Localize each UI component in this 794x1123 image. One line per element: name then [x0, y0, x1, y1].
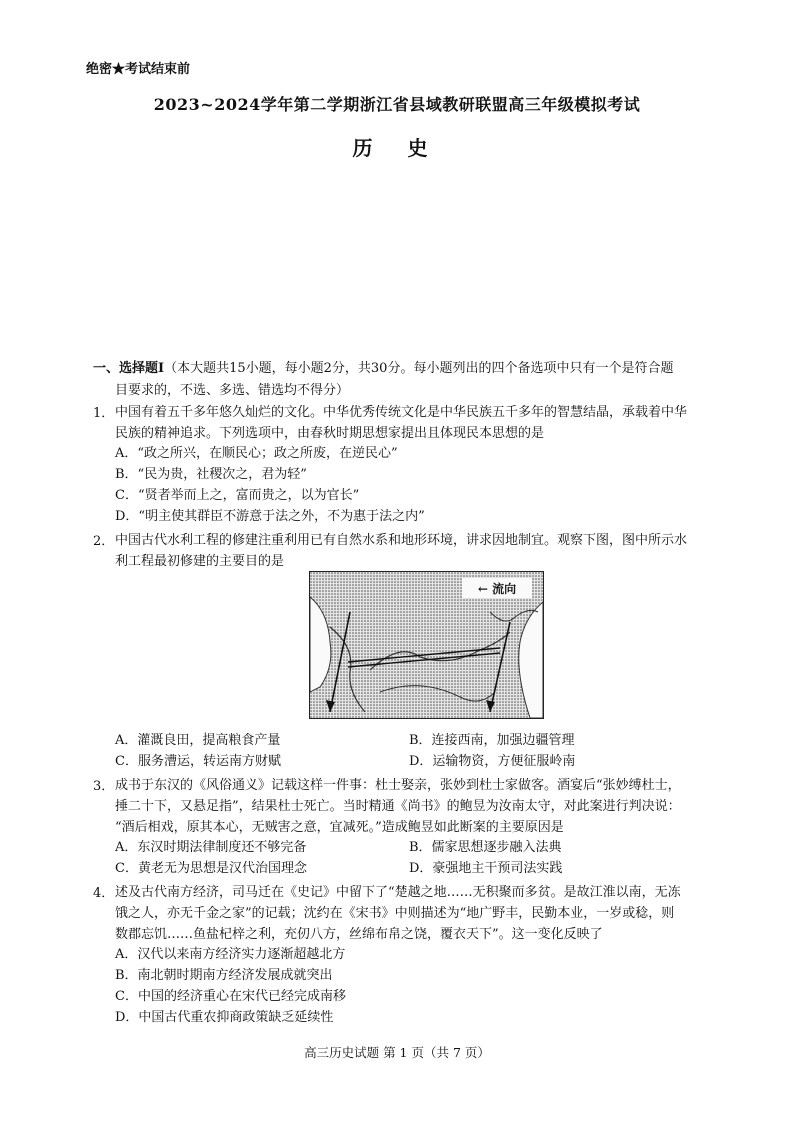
question-stem-line: 利工程最初修建的主要目的是 [115, 554, 285, 569]
option-b: B．南北朝时期南方经济发展成就突出 [115, 968, 333, 983]
option-d: D．运输物资，方便征服岭南 [409, 754, 576, 769]
option-a: A．“政之所兴，在顺民心；政之所废，在逆民心” [115, 446, 398, 461]
section-heading-label: 一、选择题Ⅰ [93, 361, 165, 376]
section-heading [93, 358, 733, 402]
exam-title: 2023~2024学年第二学期浙江省县域教研联盟高三年级模拟考试 [153, 95, 641, 114]
question-stem-line: 饿之人，亦无千金之家”的记载；沈约在《宋书》中则描述为“地广野丰，民勤本业，一岁或稔，则 [115, 906, 675, 921]
option-c: C．“贤者举而上之，富而贵之，以为官长” [115, 488, 360, 503]
option-d: D．“明主使其群臣不游意于法之外，不为惠于法之内” [115, 509, 425, 524]
option-d: D．豪强地主干预司法实践 [409, 861, 563, 876]
question-number: 1． [93, 406, 115, 421]
option-c: C．中国的经济重心在宋代已经完成南移 [115, 989, 346, 1004]
option-a: A．汉代以来南方经济实力逐渐超越北方 [115, 947, 346, 962]
confidential-mark: 绝密★考试结束前 [86, 62, 191, 77]
question-number: 2． [93, 534, 115, 549]
option-b: B．连接西南，加强边疆管理 [409, 733, 575, 748]
question-stem-line: 中国有着五千多年悠久灿烂的文化。中华优秀传统文化是中华民族五千多年的智慧结晶，承载着中华 [115, 405, 688, 420]
flow-direction-label: ← 流向 [477, 582, 517, 596]
option-a: A．灌溉良田，提高粮食产量 [115, 733, 281, 748]
question-stem-line: “酒后相戏，原其本心，无贼害之意，宜减死。”造成鲍昱如此断案的主要原因是 [115, 820, 564, 835]
question-stem-line: 捶二十下，又悬足指”，结果杜士死亡。当时精通《尚书》的鲍昱为汝南太守，对此案进行判决说： [115, 799, 681, 814]
subject-title: 历 史 [352, 136, 442, 160]
section-description-line-1: （本大题共15小题，每小题2分，共30分。每小题列出的四个备选项中只有一个是符合题 [164, 361, 674, 376]
canal-map-svg [310, 572, 543, 718]
question-number: 3． [93, 779, 115, 794]
page-footer: 高三历史试题 第 1 页（共 7 页） [304, 1045, 490, 1060]
option-a: A．东汉时期法律制度还不够完备 [115, 840, 307, 855]
question-stem-line: 成书于东汉的《风俗通义》记载这样一件事：杜士娶亲，张妙到杜士家做客。酒宴后“张妙缚杜士， [115, 778, 681, 793]
option-c: C．服务漕运，转运南方财赋 [115, 754, 281, 769]
question-stem-line: 中国古代水利工程的修建注重利用已有自然水系和地形环境，讲求因地制宜。观察下图，图中所示水 [115, 533, 688, 548]
option-d: D．中国古代重农抑商政策缺乏延续性 [115, 1010, 334, 1025]
question-stem-line: 述及古代南方经济，司马迁在《史记》中留下了“楚越之地……无积聚而多贫。是故江淮以南，无冻 [115, 885, 681, 900]
option-b: B．“民为贵，社稷次之，君为轻” [115, 467, 307, 482]
section-description-line-2: 目要求的，不选、多选、错选均不得分） [115, 383, 350, 398]
option-b: B．儒家思想逐步融入法典 [409, 840, 562, 855]
question-stem-line: 数郡忘饥……鱼盐杞梓之利，充仞八方，丝绵布帛之饶，覆衣天下”。这一变化反映了 [115, 927, 603, 942]
canal-map-figure [309, 571, 544, 719]
question-number: 4． [93, 886, 115, 901]
question-stem-line: 民族的精神追求。下列选项中，由春秋时期思想家提出且体现民本思想的是 [115, 426, 545, 441]
option-c: C．黄老无为思想是汉代治国理念 [115, 861, 307, 876]
